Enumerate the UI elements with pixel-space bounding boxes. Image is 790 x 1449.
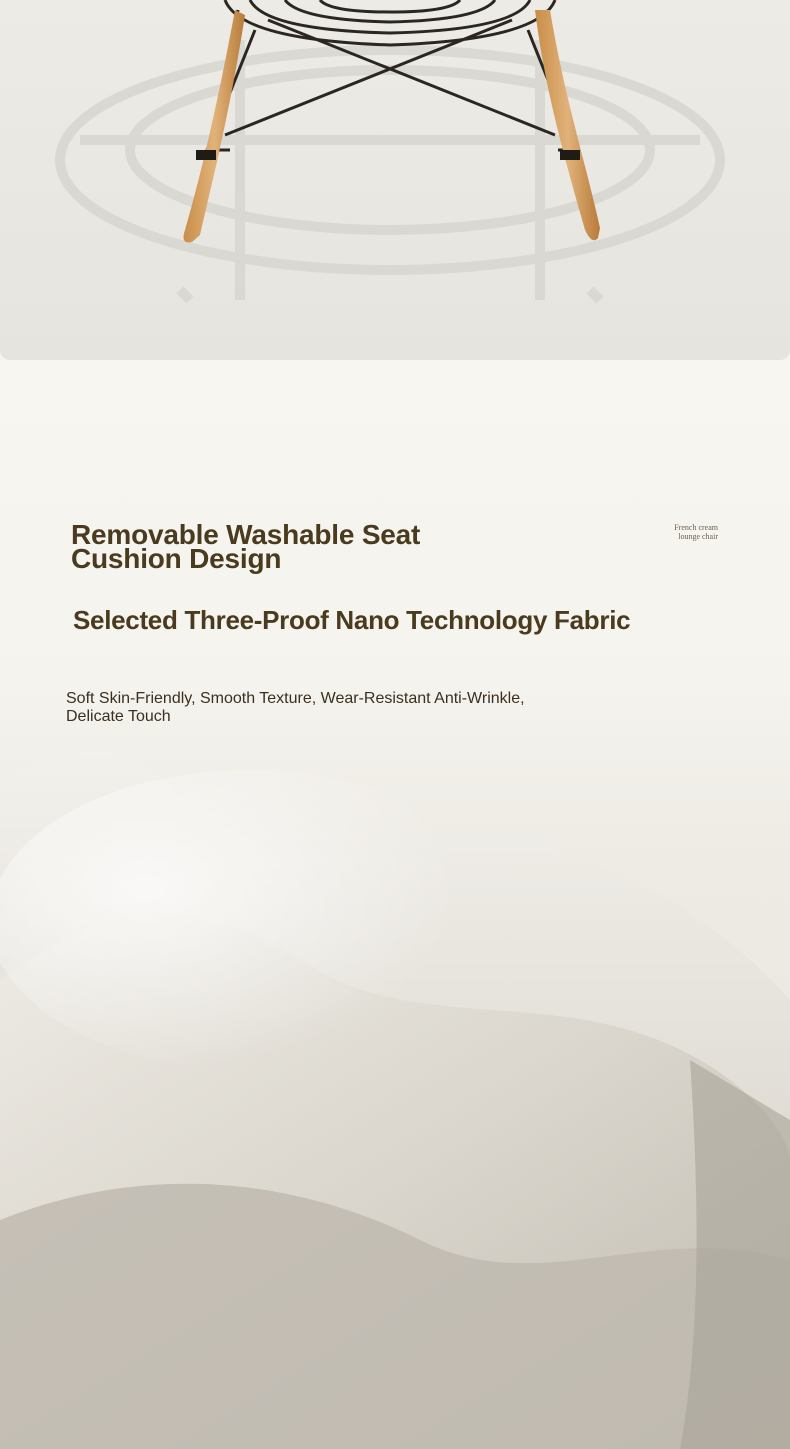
rocking-chair-illustration	[0, 0, 790, 360]
title-line-2: Cushion Design	[71, 543, 282, 574]
right-joint	[560, 150, 580, 160]
chair-shadow	[60, 40, 720, 300]
brand-caption	[640, 523, 718, 541]
title-line-1: Removable Washable Seat	[71, 519, 421, 550]
section-title	[71, 519, 541, 574]
chair-photo-panel	[0, 0, 790, 360]
brand-line-1: French cream	[674, 523, 718, 532]
section-subtitle: Selected Three-Proof Nano Technology Fabric	[73, 605, 631, 635]
feature-description	[66, 690, 546, 726]
left-joint	[196, 150, 216, 160]
description-line-2: Delicate Touch	[66, 708, 171, 725]
description-line-1: Soft Skin-Friendly, Smooth Texture, Wear-Resistant Anti-Wrinkle,	[66, 690, 525, 707]
brand-line-2: lounge chair	[678, 532, 718, 541]
